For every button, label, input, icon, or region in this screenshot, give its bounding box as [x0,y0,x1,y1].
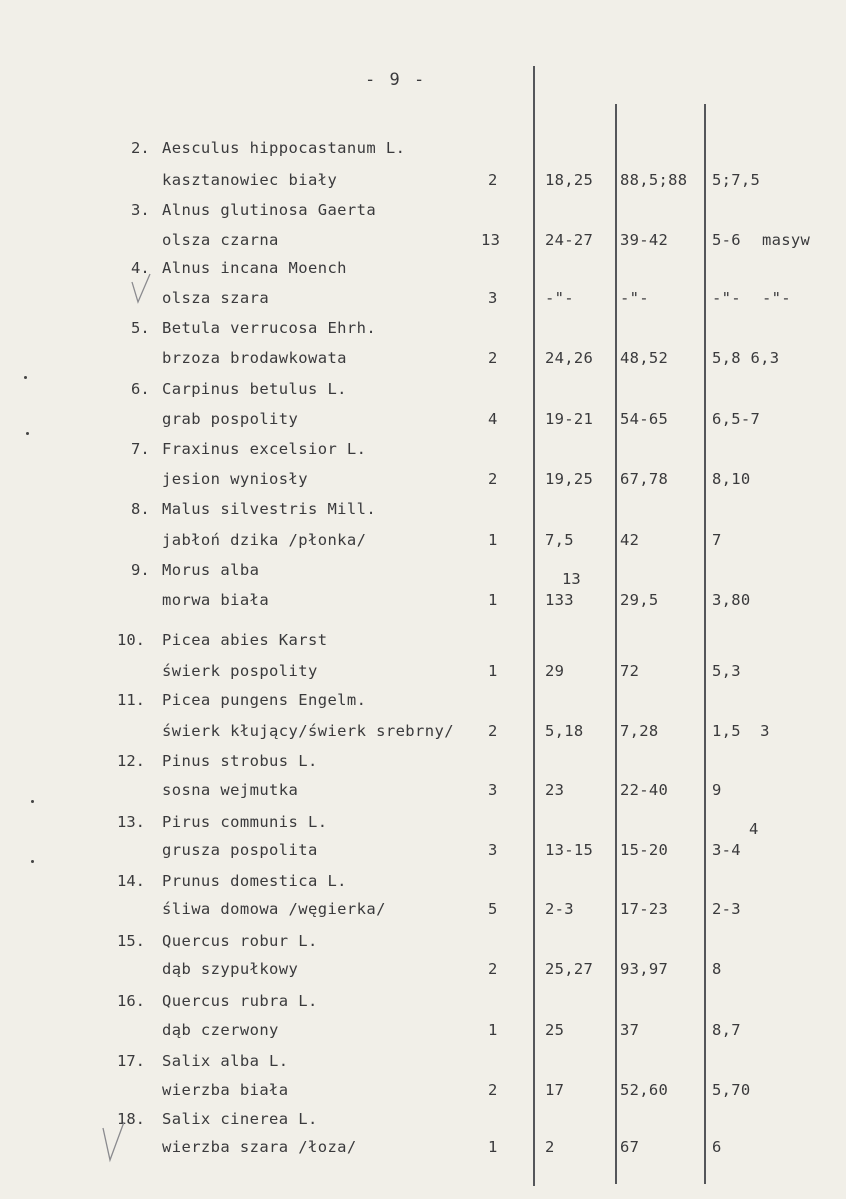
latin-name: Fraxinus excelsior L. [162,440,367,458]
height-cell: 5-6 [712,231,741,249]
circumference-cell: 39-42 [620,231,669,249]
circumference-cell: 15-20 [620,841,669,859]
entry-number: 12. [117,752,145,770]
count-cell: 2 [488,470,498,488]
entry-number: 11. [117,691,145,709]
count-cell: 2 [488,171,498,189]
age-cell: 29 [545,662,565,680]
height-cell: 5,8 6,3 [712,349,780,367]
count-cell: 2 [488,349,498,367]
latin-name: Malus silvestris Mill. [162,500,377,518]
entry-number: 10. [117,631,145,649]
count-cell: 3 [488,841,498,859]
latin-name: Picea abies Karst [162,631,328,649]
latin-name: Pirus communis L. [162,813,328,831]
height-cell: 7 [712,531,722,549]
count-cell: 3 [488,781,498,799]
age-cell: 19-21 [545,410,594,428]
count-cell: 5 [488,900,498,918]
entry-number: 7. [131,440,150,458]
age-cell: 24,26 [545,349,594,367]
count-cell: 3 [488,289,498,307]
latin-name: Prunus domestica L. [162,872,347,890]
margin-dot [31,800,34,803]
polish-name: dąb czerwony [162,1021,279,1039]
count-cell: 1 [488,1021,498,1039]
polish-name: morwa biała [162,591,270,609]
column-divider-1 [533,66,535,1186]
count-cell: 1 [488,1138,498,1156]
height-cell: -"- [712,289,741,307]
margin-dot [24,376,27,379]
height-cell-correction: 4 [749,820,759,838]
latin-name: Betula verrucosa Ehrh. [162,319,377,337]
circumference-cell: 42 [620,531,640,549]
count-cell: 2 [488,722,498,740]
entry-number: 6. [131,380,150,398]
latin-name: Pinus strobus L. [162,752,318,770]
circumference-cell: 54-65 [620,410,669,428]
age-cell: 13-15 [545,841,594,859]
age-cell: 133 [545,591,574,609]
age-cell: 23 [545,781,565,799]
note-cell: masyw [762,231,811,249]
count-cell: 2 [488,960,498,978]
entry-number: 16. [117,992,145,1010]
age-cell: 25 [545,1021,565,1039]
note-cell: -"- [762,289,791,307]
height-cell: 6,5-7 [712,410,761,428]
age-cell-correction: 13 [562,570,581,588]
column-divider-3 [704,104,706,1184]
age-cell: 2-3 [545,900,574,918]
circumference-cell: 52,60 [620,1081,669,1099]
age-cell: 17 [545,1081,565,1099]
circumference-cell: 93,97 [620,960,669,978]
entry-number: 17. [117,1052,145,1070]
height-cell: 5,3 [712,662,741,680]
entry-number: 5. [131,319,150,337]
polish-name: świerk kłujący/świerk srebrny/ [162,722,454,740]
circumference-cell: -"- [620,289,649,307]
latin-name: Alnus incana Moench [162,259,347,277]
polish-name: śliwa domowa /węgierka/ [162,900,386,918]
circumference-cell: 88,5;88 [620,171,688,189]
circumference-cell: 17-23 [620,900,669,918]
latin-name: Picea pungens Engelm. [162,691,367,709]
height-cell: 5;7,5 [712,171,761,189]
height-cell: 1,5 3 [712,722,770,740]
entry-number: 3. [131,201,150,219]
entry-number: 9. [131,561,150,579]
checkmark-icon [100,1120,126,1164]
entry-number: 13. [117,813,145,831]
circumference-cell: 22-40 [620,781,669,799]
count-cell: 1 [488,662,498,680]
polish-name: jabłoń dzika /płonka/ [162,531,367,549]
height-cell: 8,10 [712,470,751,488]
latin-name: Salix alba L. [162,1052,289,1070]
count-cell: 1 [488,531,498,549]
height-cell: 3-4 [712,841,741,859]
circumference-cell: 67 [620,1138,640,1156]
polish-name: olsza szara [162,289,270,307]
entry-number: 8. [131,500,150,518]
circumference-cell: 37 [620,1021,640,1039]
checkmark-icon [130,272,152,306]
entry-number: 14. [117,872,145,890]
age-cell: 7,5 [545,531,574,549]
entry-number: 18. [117,1110,145,1128]
circumference-cell: 7,28 [620,722,659,740]
polish-name: kasztanowiec biały [162,171,338,189]
height-cell: 8 [712,960,722,978]
polish-name: grusza pospolita [162,841,318,859]
age-cell: 5,18 [545,722,584,740]
entry-number: 2. [131,139,150,157]
polish-name: jesion wyniosły [162,470,308,488]
age-cell: 18,25 [545,171,594,189]
height-cell: 9 [712,781,722,799]
count-cell: 4 [488,410,498,428]
age-cell: 25,27 [545,960,594,978]
count-cell: 13 [481,231,501,249]
column-divider-2 [615,104,617,1184]
latin-name: Salix cinerea L. [162,1110,318,1128]
margin-dot [26,432,29,435]
polish-name: sosna wejmutka [162,781,299,799]
margin-dot [31,860,34,863]
latin-name: Alnus glutinosa Gaerta [162,201,377,219]
height-cell: 3,80 [712,591,751,609]
circumference-cell: 67,78 [620,470,669,488]
age-cell: -"- [545,289,574,307]
polish-name: grab pospolity [162,410,299,428]
latin-name: Quercus rubra L. [162,992,318,1010]
count-cell: 2 [488,1081,498,1099]
height-cell: 8,7 [712,1021,741,1039]
circumference-cell: 48,52 [620,349,669,367]
page-number: - 9 - [365,70,427,90]
circumference-cell: 72 [620,662,640,680]
count-cell: 1 [488,591,498,609]
polish-name: wierzba biała [162,1081,289,1099]
entry-number: 15. [117,932,145,950]
polish-name: dąb szypułkowy [162,960,299,978]
entry-number: 4. [131,259,150,277]
latin-name: Morus alba [162,561,260,579]
polish-name: brzoza brodawkowata [162,349,347,367]
polish-name: olsza czarna [162,231,279,249]
latin-name: Carpinus betulus L. [162,380,347,398]
polish-name: wierzba szara /łoza/ [162,1138,357,1156]
height-cell: 2-3 [712,900,741,918]
age-cell: 24-27 [545,231,594,249]
latin-name: Aesculus hippocastanum L. [162,139,406,157]
circumference-cell: 29,5 [620,591,659,609]
age-cell: 2 [545,1138,555,1156]
polish-name: świerk pospolity [162,662,318,680]
latin-name: Quercus robur L. [162,932,318,950]
age-cell: 19,25 [545,470,594,488]
height-cell: 5,70 [712,1081,751,1099]
height-cell: 6 [712,1138,722,1156]
